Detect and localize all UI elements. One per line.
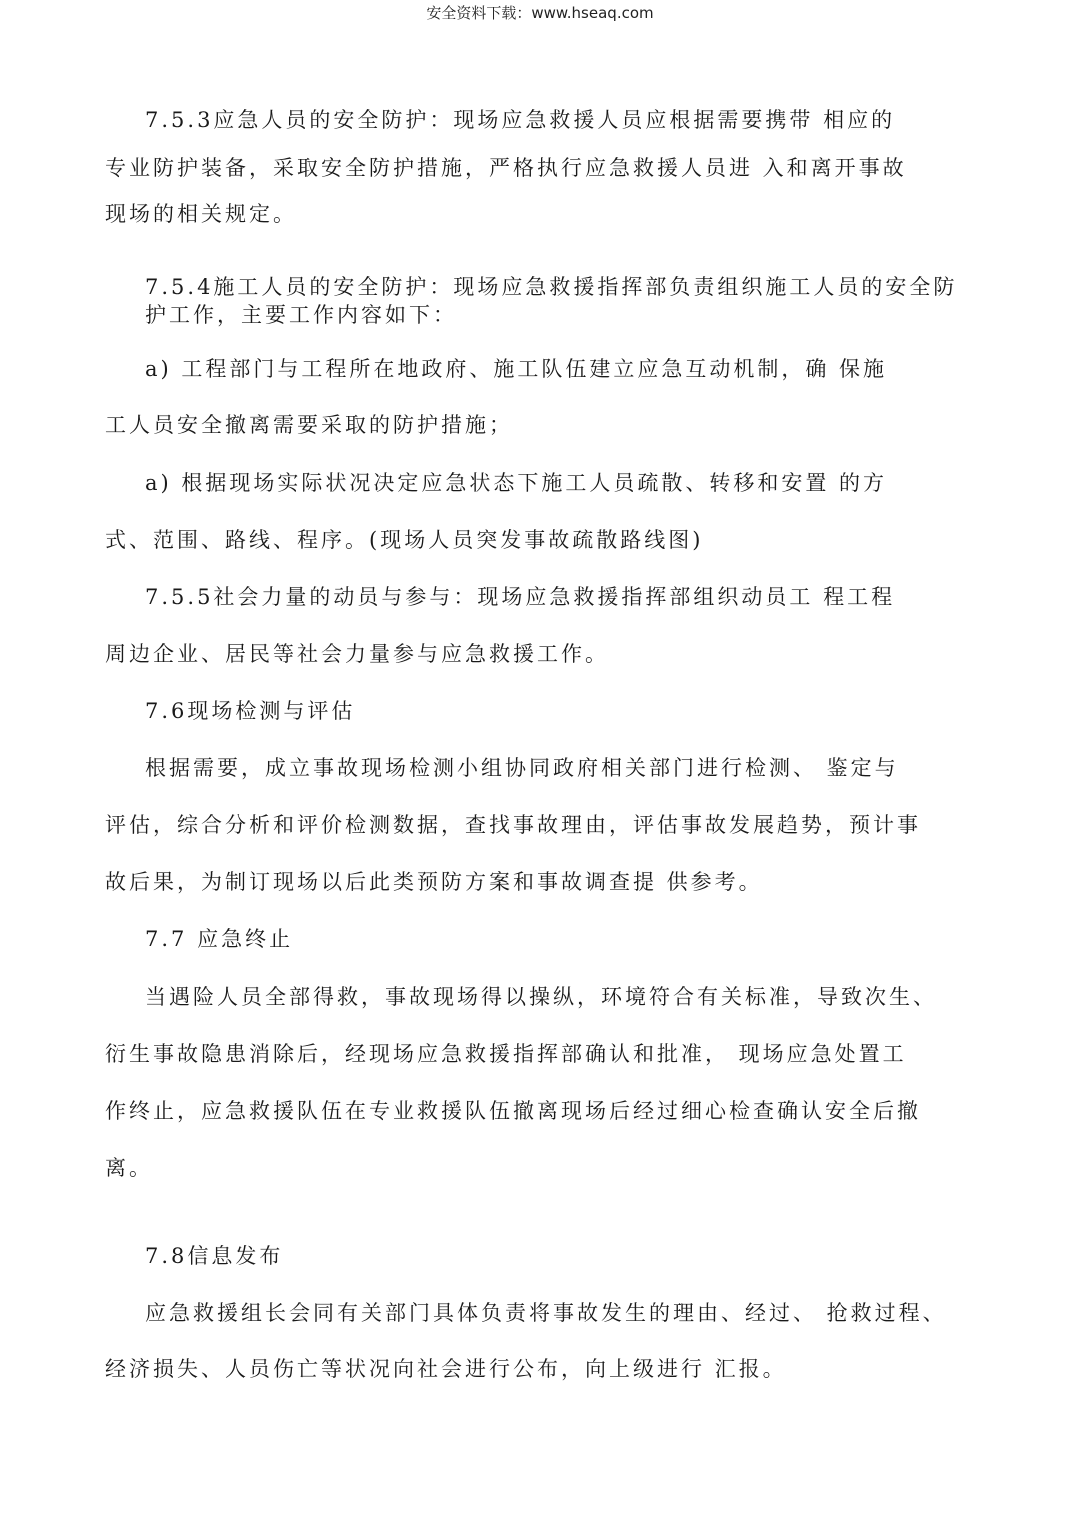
text-line: 护工作，主要工作内容如下：	[145, 303, 457, 327]
text-line: 专业防护装备，采取安全防护措施，严格执行应急救援人员进 入和离开事故	[105, 156, 907, 180]
text-line: 7.5.5社会力量的动员与参与：现场应急救援指挥部组织动员工 程工程	[145, 585, 896, 609]
section-heading: 7.8信息发布	[145, 1244, 284, 1268]
text-line: 周边企业、居民等社会力量参与应急救援工作。	[105, 642, 609, 666]
section-heading: 7.7 应急终止	[145, 927, 294, 951]
text-line: 7.5.3应急人员的安全防护：现场应急救援人员应根据需要携带 相应的	[145, 108, 896, 132]
text-line: 故后果，为制订现场以后此类预防方案和事故调查提 供参考。	[105, 870, 763, 894]
text-line: 应急救援组长会同有关部门具体负责将事故发生的理由、经过、 抢救过程、	[145, 1301, 947, 1325]
text-line: 7.5.4施工人员的安全防护：现场应急救援指挥部负责组织施工人员的安全防	[145, 275, 958, 299]
text-line: 根据需要，成立事故现场检测小组协同政府相关部门进行检测、 鉴定与	[145, 756, 899, 780]
text-line: 式、范围、路线、程序。(现场人员突发事故疏散路线图)	[105, 528, 704, 552]
section-heading: 7.6现场检测与评估	[145, 699, 356, 723]
text-line: 作终止，应急救援队伍在专业救援队伍撤离现场后经过细心检查确认安全后撤	[105, 1099, 921, 1123]
text-line: 经济损失、人员伤亡等状况向社会进行公布，向上级进行 汇报。	[105, 1357, 787, 1381]
text-line: 工人员安全撤离需要采取的防护措施；	[105, 413, 513, 437]
text-line: 当遇险人员全部得救，事故现场得以操纵，环境符合有关标准，导致次生、	[145, 985, 937, 1009]
page-header-source: 安全资料下载：www.hseaq.com	[426, 4, 654, 22]
text-line: 衍生事故隐患消除后，经现场应急救援指挥部确认和批准， 现场应急处置工	[105, 1042, 907, 1066]
list-item-a: a) 根据现场实际状况决定应急状态下施工人员疏散、转移和安置 的方	[145, 471, 888, 495]
text-line: 离。	[105, 1156, 153, 1180]
list-item-a: a) 工程部门与工程所在地政府、施工队伍建立应急互动机制，确 保施	[145, 357, 888, 381]
text-line: 评估，综合分析和评价检测数据，查找事故理由，评估事故发展趋势，预计事	[105, 813, 921, 837]
text-line: 现场的相关规定。	[105, 202, 297, 226]
